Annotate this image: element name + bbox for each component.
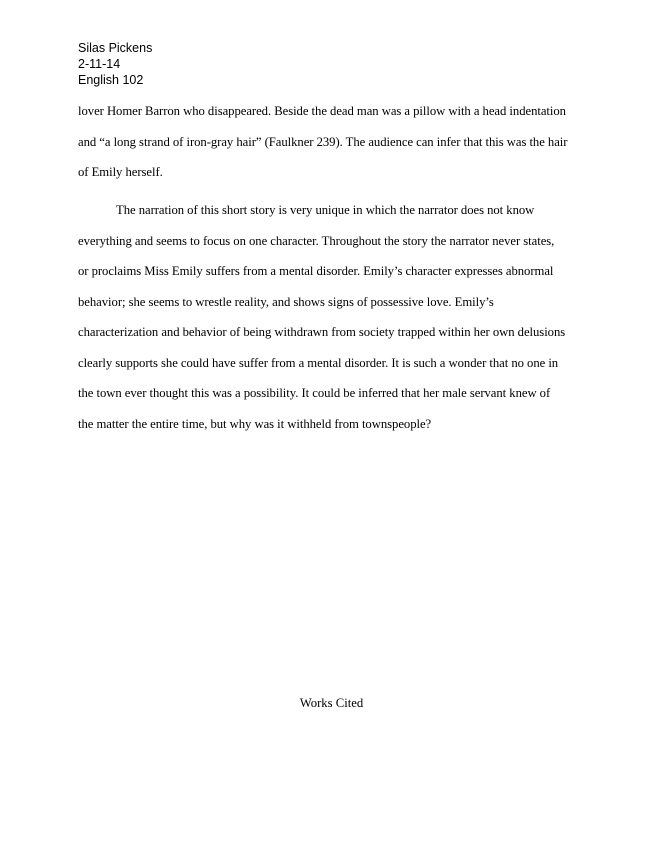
paragraph-line: The narration of this short story is very unique in which the narrator does not know xyxy=(116,203,535,217)
paragraph-line: behavior; she seems to wrestle reality, and shows signs of possessive love. Emily’s xyxy=(78,294,494,309)
paragraph-line: everything and seems to focus on one character. Throughout the story the narrator never states, xyxy=(78,233,555,248)
course-name: English 102 xyxy=(78,73,144,87)
paragraph-narration xyxy=(78,195,588,439)
paragraph-line: of Emily herself. xyxy=(78,165,163,179)
author-name: Silas Pickens xyxy=(78,41,153,55)
works-cited-heading: Works Cited xyxy=(299,696,364,710)
paragraph-line: lover Homer Barron who disappeared. Beside the dead man was a pillow with a head indentation xyxy=(78,104,566,118)
paragraph-line: the matter the entire time, but why was it withheld from townspeople? xyxy=(78,416,432,431)
paragraph-continued xyxy=(78,96,588,188)
paragraph-line: characterization and behavior of being withdrawn from society trapped within her own delusions xyxy=(78,325,566,339)
paragraph-line: clearly supports she could have suffer from a mental disorder. It is such a wonder that no one in xyxy=(78,355,559,370)
paragraph-line: or proclaims Miss Emily suffers from a mental disorder. Emily’s character expresses abnormal xyxy=(78,264,554,278)
document-date: 2-11-14 xyxy=(78,57,121,71)
document-header xyxy=(78,40,152,88)
paragraph-line: and “a long strand of iron-gray hair” (Faulkner 239). The audience can infer that this was the hair xyxy=(78,134,568,149)
paragraph-line: the town ever thought this was a possibility. It could be inferred that her male servant knew of xyxy=(78,386,551,400)
